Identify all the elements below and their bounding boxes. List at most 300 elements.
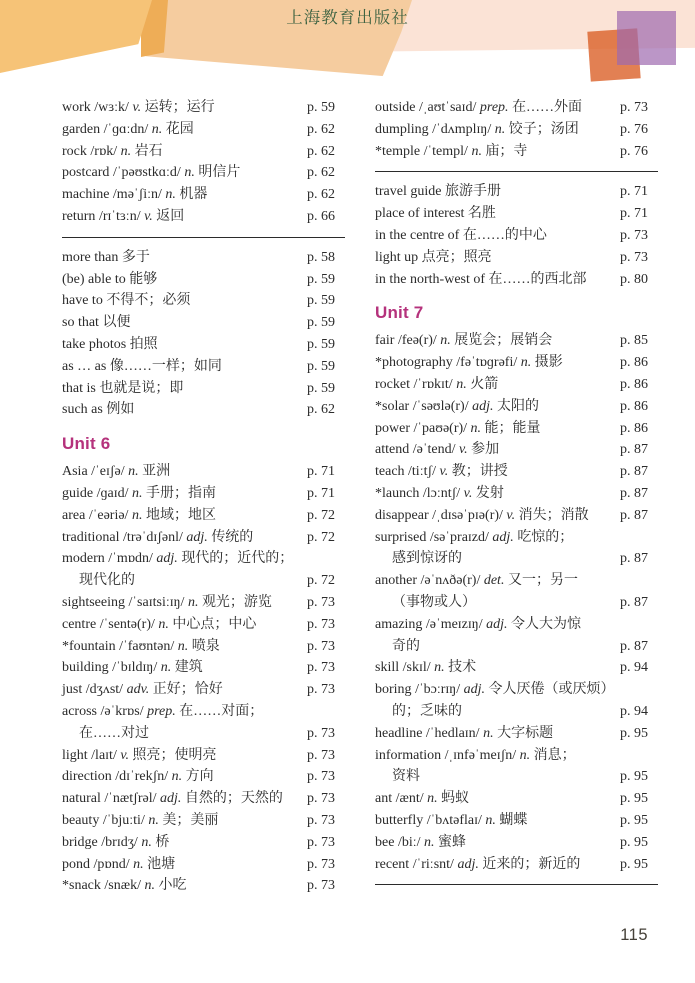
entry-word: in the centre of xyxy=(375,227,460,243)
entry-pos: adj. xyxy=(457,856,479,872)
word-entry xyxy=(375,396,658,418)
entry-pos: n. xyxy=(184,165,195,181)
entry-phonetic: /fəˈtɒɡrəfi/ xyxy=(456,355,518,371)
entry-line xyxy=(62,832,345,854)
entry-word: recent xyxy=(375,856,410,872)
entry-gloss: 消失；消散 xyxy=(518,507,589,523)
entry-gloss: 消息； xyxy=(533,747,576,763)
entry-page-ref: p. 62 xyxy=(307,162,345,184)
entry-line xyxy=(62,461,345,483)
entry-gloss: 发射 xyxy=(475,485,504,501)
entry-pos: adj. xyxy=(492,529,514,545)
word-entry xyxy=(375,330,658,352)
phrase-entry xyxy=(375,247,658,269)
entry-page-ref: p. 71 xyxy=(620,203,658,225)
entry-pos: n. xyxy=(177,638,189,654)
phrase-entry xyxy=(375,269,658,291)
phrase-entry xyxy=(62,269,345,291)
entry-word: in the north-west of xyxy=(375,271,486,287)
entry-phonetic: /biː/ xyxy=(397,834,421,850)
entry-gloss: 返回 xyxy=(156,208,185,224)
entry-gloss: 亚洲 xyxy=(142,464,171,480)
word-entry xyxy=(375,723,658,745)
entry-page-ref: p. 71 xyxy=(307,461,345,483)
entry-line xyxy=(62,701,345,723)
entry-page-ref: p. 87 xyxy=(620,548,658,570)
word-entry xyxy=(62,483,345,505)
entry-page-ref: p. 72 xyxy=(307,570,345,592)
entry-gloss: 桥 xyxy=(155,834,170,850)
entry-line xyxy=(375,505,658,527)
entry-pos: n. xyxy=(470,420,482,436)
entry-line xyxy=(62,875,345,897)
unit-heading: Unit 6 xyxy=(62,434,111,454)
entry-line xyxy=(375,396,658,418)
entry-phonetic: /ˈbɪldɪŋ/ xyxy=(112,660,158,676)
entry-phonetic: /ˈsaɪtsiːɪŋ/ xyxy=(128,594,185,610)
entry-phonetic: /əˈmeɪzɪŋ/ xyxy=(425,616,483,632)
entry-page-ref: p. 95 xyxy=(620,788,658,810)
entry-line xyxy=(375,352,658,374)
entry-page-ref: p. 73 xyxy=(307,766,345,788)
entry-word: just xyxy=(62,682,83,698)
word-entry xyxy=(62,766,345,788)
entry-line xyxy=(62,312,345,334)
entry-pos: adj. xyxy=(463,682,485,698)
entry-pos: v. xyxy=(120,747,130,763)
entry-word: *launch xyxy=(375,485,420,501)
entry-gloss: 在……的西北部 xyxy=(488,271,587,287)
entry-word: information xyxy=(375,747,442,763)
entry-line xyxy=(375,225,658,247)
entry-page-ref: p. 95 xyxy=(620,832,658,854)
entry-page-ref: p. 73 xyxy=(307,657,345,679)
entry-page-ref: p. 73 xyxy=(307,788,345,810)
entry-pos: v. xyxy=(463,485,473,501)
word-entry xyxy=(375,374,658,396)
entry-phonetic: /məˈʃiːn/ xyxy=(112,187,162,203)
entry-word: *snack xyxy=(62,878,101,894)
entry-phonetic: /lɔːntʃ/ xyxy=(422,485,461,501)
entry-word: garden xyxy=(62,121,101,137)
entry-pos: n. xyxy=(440,333,451,349)
entry-word: power xyxy=(375,420,410,436)
entry-gloss: 点亮；照亮 xyxy=(421,249,492,265)
entry-line xyxy=(375,439,658,461)
entry-pos: n. xyxy=(128,464,139,480)
entry-line xyxy=(375,181,658,203)
entry-line xyxy=(62,162,345,184)
entry-page-ref: p. 95 xyxy=(620,810,658,832)
word-entry xyxy=(62,141,345,163)
entry-page-ref: p. 71 xyxy=(307,483,345,505)
phrase-entry xyxy=(62,312,345,334)
entry-phonetic: /ˈeɪʃə/ xyxy=(91,464,125,480)
entry-phonetic: /brɪdʒ/ xyxy=(101,834,138,850)
entry-page-ref: p. 73 xyxy=(307,723,345,745)
entry-phonetic: /dʒʌst/ xyxy=(85,682,124,698)
entry-phonetic: /rɒk/ xyxy=(90,143,118,159)
entry-pos: n. xyxy=(158,616,169,632)
entry-line xyxy=(62,334,345,356)
entry-gloss: 在……对面； xyxy=(179,703,264,719)
entry-word: modern xyxy=(62,551,105,567)
entry-word: across xyxy=(62,703,97,719)
entry-gloss: 也就是说；即 xyxy=(99,380,184,396)
entry-pos: v. xyxy=(144,208,153,224)
entry-line xyxy=(62,483,345,505)
entry-pos: n. xyxy=(148,812,159,828)
entry-line xyxy=(62,206,345,228)
entry-line xyxy=(62,527,345,549)
entry-gloss: 地域；地区 xyxy=(145,507,216,523)
entry-word: skill xyxy=(375,660,400,676)
word-entry xyxy=(62,527,345,549)
entry-pos: adj. xyxy=(156,551,178,567)
entry-page-ref: p. 72 xyxy=(307,527,345,549)
entry-line xyxy=(375,269,658,291)
entry-page-ref: p. 87 xyxy=(620,439,658,461)
entry-gloss: 展览会；展销会 xyxy=(454,333,553,349)
entry-line xyxy=(62,614,345,636)
phrase-entry xyxy=(375,181,658,203)
entry-gloss: 能够 xyxy=(129,271,158,287)
entry-line xyxy=(62,854,345,876)
entry-gloss: 在……的中心 xyxy=(462,227,547,243)
word-entry xyxy=(375,527,658,571)
entry-phonetic: /feə(r)/ xyxy=(397,333,437,349)
entry-page-ref: p. 87 xyxy=(620,483,658,505)
entry-gloss: 不得不；必须 xyxy=(106,293,191,309)
entry-gloss-continued: 感到惊讶的 xyxy=(392,551,462,567)
entry-word: Asia xyxy=(62,464,88,480)
entry-phonetic: /dɪˈrekʃn/ xyxy=(115,769,169,785)
entry-word: bridge xyxy=(62,834,98,850)
entry-line xyxy=(62,247,345,269)
entry-word: dumpling xyxy=(375,121,429,137)
phrase-entry xyxy=(62,399,345,421)
entry-gloss: 近来的；新近的 xyxy=(482,856,581,872)
word-entry xyxy=(62,206,345,228)
entry-word: outside xyxy=(375,100,416,115)
word-entry xyxy=(375,854,658,876)
word-entry xyxy=(375,439,658,461)
entry-gloss: 蝴蝶 xyxy=(499,812,528,828)
entry-phonetic: /snæk/ xyxy=(104,878,141,894)
entry-gloss: 像……一样；如同 xyxy=(109,358,222,374)
right-column xyxy=(375,97,658,897)
entry-pos: n. xyxy=(494,121,506,137)
section-divider xyxy=(62,237,345,238)
entry-pos: adj. xyxy=(472,398,494,414)
entry-pos: prep. xyxy=(479,100,509,115)
entry-pos: n. xyxy=(160,660,172,676)
word-entry xyxy=(375,679,658,723)
left-column xyxy=(62,97,345,897)
entry-line xyxy=(62,119,345,141)
entry-gloss: 以便 xyxy=(102,315,131,331)
entry-gloss: 手册；指南 xyxy=(146,485,216,501)
entry-line xyxy=(62,592,345,614)
entry-gloss: 照亮；使明亮 xyxy=(132,747,217,763)
entry-page-ref: p. 62 xyxy=(307,184,345,206)
entry-gloss: 喷泉 xyxy=(191,638,220,654)
entry-gloss: 岩石 xyxy=(134,143,163,159)
entry-phonetic: /əˈtend/ xyxy=(412,442,456,458)
word-entry xyxy=(62,745,345,767)
entry-page-ref: p. 72 xyxy=(307,505,345,527)
entry-page-ref: p. 95 xyxy=(620,723,658,745)
entry-page-ref: p. 87 xyxy=(620,505,658,527)
entry-pos: adj. xyxy=(486,616,508,632)
entry-page-ref: p. 86 xyxy=(620,418,658,440)
entry-gloss: 又一；另一 xyxy=(507,573,578,589)
entry-page-ref: p. 66 xyxy=(307,206,345,228)
entry-phonetic: /ˈrɒkɪt/ xyxy=(413,376,453,392)
entry-gloss: 美；美丽 xyxy=(162,812,219,828)
word-entry xyxy=(375,141,658,163)
word-entry xyxy=(375,352,658,374)
entry-page-ref: p. 87 xyxy=(620,461,658,483)
entry-page-ref: p. 95 xyxy=(620,766,658,788)
section-divider xyxy=(375,171,658,172)
word-entry xyxy=(62,505,345,527)
entry-line xyxy=(62,548,345,570)
entry-gloss: 吃惊的； xyxy=(517,529,574,545)
entry-phonetic: /ˈsəʊlə(r)/ xyxy=(412,398,469,414)
entry-gloss: 方向 xyxy=(185,769,214,785)
entry-word: teach xyxy=(375,464,405,480)
entry-phonetic: /ˌdɪsəˈpɪə(r)/ xyxy=(432,507,503,523)
entry-gloss: 令人大为惊 xyxy=(511,616,581,632)
entry-pos: n. xyxy=(483,725,494,741)
entry-page-ref: p. 73 xyxy=(307,875,345,897)
entry-word: light up xyxy=(375,249,419,265)
entry-page-ref: p. 62 xyxy=(307,141,345,163)
entry-phonetic: /ˈpaʊə(r)/ xyxy=(413,420,468,436)
word-entry xyxy=(375,97,658,119)
entry-page-ref: p. 94 xyxy=(620,701,658,723)
entry-page-ref: p. 73 xyxy=(307,854,345,876)
entry-word: another xyxy=(375,573,417,589)
entry-phonetic: /əˈkrɒs/ xyxy=(100,703,144,719)
entry-phonetic: /səˈpraɪzd/ xyxy=(429,529,489,545)
entry-line xyxy=(375,854,658,876)
entry-gloss: 建筑 xyxy=(174,660,203,676)
entry-gloss: 例如 xyxy=(106,402,135,418)
entry-gloss: 拍照 xyxy=(129,336,158,352)
entry-gloss: 正好；恰好 xyxy=(152,682,223,698)
entry-word: disappear xyxy=(375,507,429,523)
entry-pos: n. xyxy=(519,747,531,763)
page-number: 115 xyxy=(620,926,648,944)
entry-word: natural xyxy=(62,791,101,807)
unit-heading: Unit 7 xyxy=(375,303,424,323)
entry-word: pond xyxy=(62,856,90,872)
entry-page-ref: p. 59 xyxy=(307,269,345,291)
entry-page-ref: p. 94 xyxy=(620,657,658,679)
entry-line xyxy=(375,723,658,745)
entry-page-ref: p. 86 xyxy=(620,352,658,374)
entry-phonetic: /ˈfaʊntən/ xyxy=(119,638,175,654)
word-entry xyxy=(375,614,658,658)
entry-phonetic: /rɪˈtɜːn/ xyxy=(98,208,141,224)
entry-page-ref: p. 87 xyxy=(620,592,658,614)
entry-gloss: 大字标题 xyxy=(497,725,554,741)
entry-line xyxy=(375,418,658,440)
entry-word: have to xyxy=(62,293,103,309)
entry-gloss-continued: 奇的 xyxy=(392,638,420,654)
entry-word: so that xyxy=(62,315,99,331)
entry-word: rock xyxy=(62,143,87,159)
entry-line xyxy=(375,614,658,636)
entry-phonetic: /ˈriːsnt/ xyxy=(412,856,454,872)
entry-page-ref: p. 73 xyxy=(307,614,345,636)
entry-phonetic: /pɒnd/ xyxy=(93,856,130,872)
entry-phonetic: /ˈbɔːrɪŋ/ xyxy=(415,682,461,698)
entry-word: take photos xyxy=(62,336,127,352)
entry-line xyxy=(62,378,345,400)
entry-line xyxy=(375,527,658,549)
entry-line xyxy=(375,810,658,832)
entry-gloss: 明信片 xyxy=(198,165,241,181)
entry-gloss: 太阳的 xyxy=(497,398,539,414)
entry-line xyxy=(62,788,345,810)
entry-pos: v. xyxy=(439,464,449,480)
entry-word: postcard xyxy=(62,165,110,181)
entry-pos: n. xyxy=(151,121,163,137)
entry-gloss-continued: 的；乏味的 xyxy=(392,703,462,719)
entry-pos: n. xyxy=(165,187,176,203)
entry-phonetic: /ˈhedlaɪn/ xyxy=(425,725,480,741)
word-entry xyxy=(62,184,345,206)
entry-phonetic: /ɡaɪd/ xyxy=(96,485,129,501)
entry-word: light xyxy=(62,747,88,763)
entry-gloss: 机器 xyxy=(179,187,208,203)
entry-pos: n. xyxy=(132,485,143,501)
entry-pos: v. xyxy=(506,507,516,523)
entry-pos: n. xyxy=(520,355,532,371)
entry-line xyxy=(375,745,658,767)
entry-word: more than xyxy=(62,249,119,265)
word-entry xyxy=(62,832,345,854)
entry-pos: adv. xyxy=(126,682,150,698)
entry-word: return xyxy=(62,208,96,224)
entry-line xyxy=(375,832,658,854)
entry-pos: v. xyxy=(458,442,468,458)
entry-word: *solar xyxy=(375,398,410,414)
entry-line xyxy=(62,290,345,312)
entry-word: rocket xyxy=(375,376,410,392)
entry-pos: n. xyxy=(131,507,143,523)
entry-word: *fountain xyxy=(62,638,116,654)
entry-gloss-continued: 资料 xyxy=(392,769,420,785)
word-entry xyxy=(375,788,658,810)
word-entry xyxy=(62,657,345,679)
phrase-entry xyxy=(375,203,658,225)
entry-page-ref: p. 59 xyxy=(307,356,345,378)
entry-gloss: 饺子；汤团 xyxy=(508,121,579,137)
entry-line xyxy=(62,399,345,421)
phrase-entry xyxy=(62,378,345,400)
entry-pos: n. xyxy=(485,812,496,828)
entry-word: headline xyxy=(375,725,423,741)
word-entry xyxy=(375,461,658,483)
entry-gloss: 运转；运行 xyxy=(144,100,215,115)
entry-pos: n. xyxy=(133,856,144,872)
word-entry xyxy=(62,162,345,184)
word-entry xyxy=(62,679,345,701)
entry-phonetic: /tiːtʃ/ xyxy=(408,464,437,480)
entry-word: direction xyxy=(62,769,112,785)
word-entry xyxy=(62,461,345,483)
entry-page-ref: p. 85 xyxy=(620,330,658,352)
word-entry xyxy=(62,854,345,876)
entry-gloss: 自然的；天然的 xyxy=(184,791,283,807)
entry-page-ref: p. 95 xyxy=(620,854,658,876)
entry-line xyxy=(62,141,345,163)
word-entry xyxy=(375,832,658,854)
entry-line xyxy=(375,570,658,592)
word-entry xyxy=(62,636,345,658)
word-entry xyxy=(62,97,345,119)
entry-gloss: 令人厌倦（或厌烦） xyxy=(488,682,615,698)
entry-gloss-continued: 现代化的 xyxy=(79,573,135,589)
phrase-entry xyxy=(62,290,345,312)
entry-page-ref: p. 73 xyxy=(307,745,345,767)
entry-page-ref: p. 58 xyxy=(307,247,345,269)
phrase-entry xyxy=(62,334,345,356)
entry-page-ref: p. 73 xyxy=(620,225,658,247)
entry-line xyxy=(62,184,345,206)
entry-gloss: 现代的；近代的； xyxy=(181,551,294,567)
entry-page-ref: p. 76 xyxy=(620,119,658,141)
entry-page-ref: p. 62 xyxy=(307,119,345,141)
publisher-title: 上海教育出版社 xyxy=(286,8,409,27)
entry-word: boring xyxy=(375,682,412,698)
entry-pos: n. xyxy=(187,594,199,610)
entry-word: traditional xyxy=(62,529,120,545)
entry-word: area xyxy=(62,507,86,523)
entry-gloss: 教；讲授 xyxy=(451,464,508,480)
entry-phonetic: /wɜːk/ xyxy=(94,100,129,115)
entry-gloss-continued: （事物或人） xyxy=(392,594,476,610)
word-entry xyxy=(375,119,658,141)
entry-word: sightseeing xyxy=(62,594,125,610)
entry-page-ref: p. 80 xyxy=(620,269,658,291)
entry-phonetic: /ˈmɒdn/ xyxy=(108,551,153,567)
entry-line xyxy=(62,657,345,679)
entry-pos: n. xyxy=(471,143,482,159)
entry-pos: n. xyxy=(144,878,155,894)
entry-line xyxy=(375,330,658,352)
entry-phonetic: /ˈsentə(r)/ xyxy=(99,616,155,632)
entry-phonetic: /ˈdʌmplɪŋ/ xyxy=(432,121,492,137)
entry-gloss: 名胜 xyxy=(467,206,496,222)
word-entry xyxy=(375,570,658,614)
entry-page-ref: p. 59 xyxy=(307,312,345,334)
entry-word: beauty xyxy=(62,812,100,828)
entry-word: *temple xyxy=(375,143,421,159)
entry-word: machine xyxy=(62,187,110,203)
entry-gloss: 小吃 xyxy=(158,878,187,894)
word-entry xyxy=(62,810,345,832)
entry-gloss: 能；能量 xyxy=(484,420,541,436)
entry-word: attend xyxy=(375,442,410,458)
word-entry xyxy=(375,745,658,789)
entry-page-ref: p. 62 xyxy=(307,399,345,421)
entry-line xyxy=(375,141,658,163)
